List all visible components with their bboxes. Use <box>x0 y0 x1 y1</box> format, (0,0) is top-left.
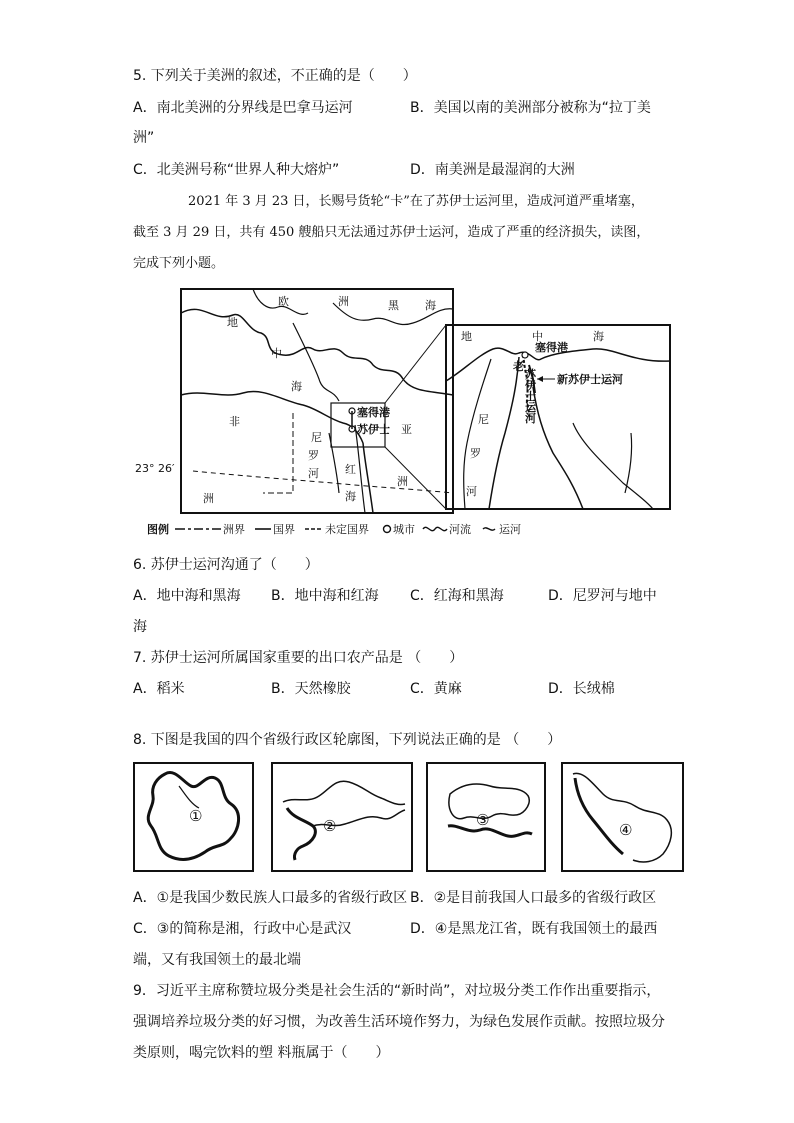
label-africa-fei: 非 <box>229 415 240 428</box>
province-outline-3 <box>426 762 546 872</box>
q5-option-a: A．南北美洲的分界线是巴拿马运河 <box>133 100 353 116</box>
map-legend <box>147 522 521 536</box>
inset-label-old: 老 <box>513 360 524 373</box>
label-med-di: 地 <box>227 316 238 329</box>
q8-option-c: C．③的简称是湘，行政中心是武汉 <box>133 921 352 937</box>
label-latitude: 23° 26′ <box>135 462 175 475</box>
inset-label-new-canal: 新苏伊士运河 <box>557 373 623 386</box>
province-outline-2 <box>271 762 413 872</box>
province-label-2: ② <box>323 817 337 835</box>
label-red-hai: 海 <box>345 490 356 503</box>
q8-option-b: B．②是目前我国人口最多的省级行政区 <box>410 890 657 906</box>
q7-option-a: A．稻米 <box>133 681 185 697</box>
legend-city: 城市 <box>393 523 415 536</box>
inset-label-port-said: 塞得港 <box>535 341 568 354</box>
q7-option-d: D．长绒棉 <box>548 681 615 697</box>
label-black-hai: 海 <box>425 299 436 312</box>
q6-option-a: A．地中海和黑海 <box>133 588 241 604</box>
label-europe-ou: 欧 <box>278 295 289 308</box>
q5-option-b: B．美国以南的美洲部分被称为“拉丁美 <box>410 100 651 116</box>
label-nile-luo: 罗 <box>308 449 319 462</box>
label-asia-zhou: 洲 <box>397 475 408 488</box>
label-med-hai: 海 <box>291 380 302 393</box>
label-red-hong: 红 <box>345 463 356 476</box>
inset-label-yun: 运 <box>525 401 536 414</box>
inset-label-he: 河 <box>525 412 536 425</box>
label-africa-zhou: 洲 <box>203 492 214 505</box>
q5-option-c: C．北美洲号称“世界人种大熔炉” <box>133 162 340 178</box>
province-label-1: ① <box>189 807 203 825</box>
q5-stem: 5. 下列关于美洲的叙述，不正确的是（ ） <box>133 68 417 84</box>
q6-option-c: C．红海和黑海 <box>410 588 504 604</box>
inset-label-di: 地 <box>461 330 472 343</box>
q8-option-d: D．④是黑龙江省，既有我国领土的最西 <box>410 921 658 937</box>
q7-option-b: B．天然橡胶 <box>271 681 351 697</box>
q5-option-b-continued: 洲” <box>133 130 155 146</box>
q9-line-3: 类原则，喝完饮料的塑 料瓶属于（ ） <box>133 1045 390 1061</box>
q7-stem: 7. 苏伊士运河所属国家重要的出口农产品是 （ ） <box>133 650 464 666</box>
inset-label-nile-he: 河 <box>466 485 477 498</box>
label-asia-ya: 亚 <box>401 423 412 436</box>
province-label-3: ③ <box>476 811 490 829</box>
inset-label-yi: 伊 <box>525 379 536 392</box>
passage-line-2: 截至 3 月 29 日，共有 450 艘船只无法通过苏伊士运河，造成了严重的经济损失，读图， <box>133 225 650 240</box>
inset-port-said-marker <box>522 352 528 358</box>
q6-option-d: D．尼罗河与地中 <box>548 588 657 604</box>
inset-label-zhong: 中 <box>532 330 543 343</box>
label-nile-ni: 尼 <box>311 431 322 444</box>
inset-label-nile-luo: 罗 <box>470 447 481 460</box>
passage-line-3: 完成下列小题。 <box>133 256 225 271</box>
inset-label-nile-ni: 尼 <box>478 413 489 426</box>
province-outline-4 <box>561 762 684 872</box>
q7-option-c: C．黄麻 <box>410 681 462 697</box>
province-outline-1 <box>133 762 254 872</box>
q8-option-a: A．①是我国少数民族人口最多的省级行政区 <box>133 890 408 906</box>
label-black-hei: 黑 <box>388 299 399 312</box>
q6-option-b: B．地中海和红海 <box>271 588 379 604</box>
q6-stem: 6. 苏伊士运河沟通了（ ） <box>133 557 319 573</box>
label-med-zhong: 中 <box>271 347 282 360</box>
legend-river: 河流 <box>449 523 471 536</box>
legend-canal: 运河 <box>499 523 521 536</box>
q9-line-2: 强调培养垃圾分类的好习惯，为改善生活环境作努力，为绿色发展作贡献。按照垃圾分 <box>133 1014 665 1030</box>
label-nile-he: 河 <box>308 467 319 480</box>
legend-continent: 洲界 <box>223 523 245 536</box>
suez-canal-map <box>133 283 673 545</box>
inset-label-shi: 士 <box>525 390 536 403</box>
q6-option-d-continued: 海 <box>133 619 147 635</box>
label-suez: 苏伊士 <box>357 423 390 436</box>
province-label-4: ④ <box>619 821 633 839</box>
passage-line-1: 2021 年 3 月 23 日，长赐号货轮“卡”在了苏伊士运河里，造成河道严重堵塞， <box>188 194 644 209</box>
q9-line-1: 9．习近平主席称赞垃圾分类是社会生活的“新时尚”，对垃圾分类工作作出重要指示， <box>133 983 661 999</box>
q8-option-d-continued: 端，又有我国领土的最北端 <box>133 952 301 968</box>
label-port-said: 塞得港 <box>357 406 390 419</box>
inset-label-su: 苏 <box>525 368 536 381</box>
legend-title: 图例 <box>147 523 169 536</box>
inset-label-hai: 海 <box>593 330 604 343</box>
q8-stem: 8. 下图是我国的四个省级行政区轮廓图，下列说法正确的是 （ ） <box>133 732 562 748</box>
label-europe-zhou: 洲 <box>338 295 349 308</box>
legend-border: 国界 <box>273 523 295 536</box>
q5-option-d: D．南美洲是最湿润的大洲 <box>410 162 575 178</box>
legend-undefined-border: 未定国界 <box>325 523 369 536</box>
